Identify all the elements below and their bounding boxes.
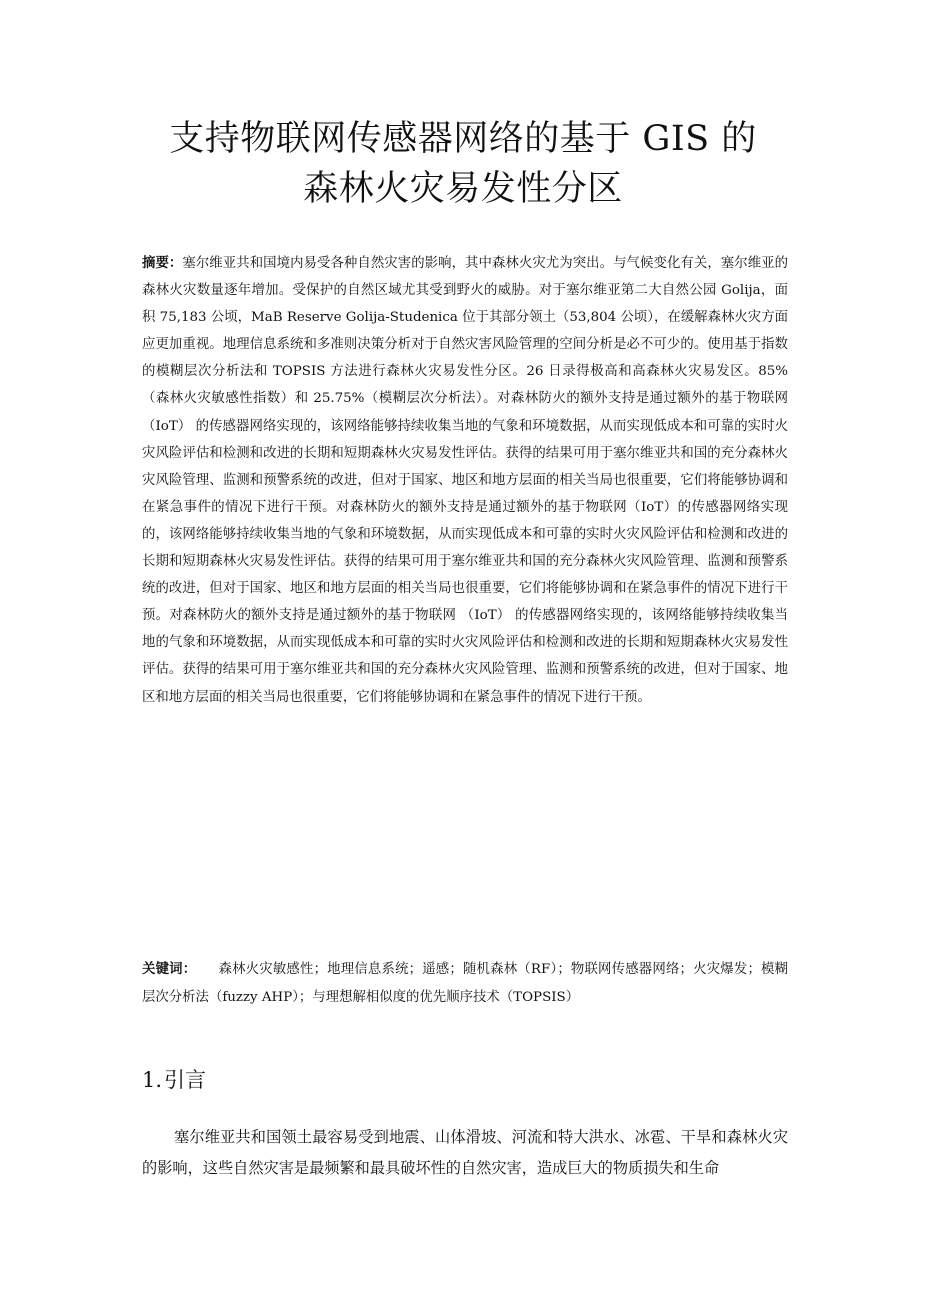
section-heading-introduction	[142, 1064, 206, 1096]
keywords-paragraph	[142, 955, 788, 1012]
paper-title	[100, 114, 826, 214]
title-line-2: 森林火灾易发性分区	[303, 169, 623, 209]
keywords-label: 关键词：	[142, 961, 197, 977]
title-line-1: 支持物联网传感器网络的基于 GIS 的	[169, 119, 757, 159]
keywords-text: 森林火灾敏感性；地理信息系统；遥感；随机森林（RF）；物联网传感器网络；火灾爆发；模糊层次分析法（fuzzy AHP）；与理想解相似度的优先顺序技术（TOPSIS）	[142, 962, 789, 1005]
section-title: 引言	[164, 1068, 207, 1092]
abstract-text: 塞尔维亚共和国境内易受各种自然灾害的影响，其中森林火灾尤为突出。与气候变化有关，塞尔维亚的森林火灾数量逐年增加。受保护的自然区域尤其受到野火的威胁。对于塞尔维亚第二大自然公园 Golija，面积 75,183 公顷，MaB Reserve Golija-Studenica 位于其部分领土（53,804 公顷），在缓解森林火灾方面应更加重视。地理信息系统和多准则决策分析对于自然灾害风险管理的空间分析是必不可少的。使用基于指数的模糊层次分析法和 TOPSIS 方法进行森林火灾易发性分区。26 日录得极高和高森林火灾易发区。85%（森林火灾敏感性指数）和 25.75%（模糊层次分析法）。对森林防火的额外支持是通过额外的基于物联网（IoT） 的传感器网络实现的，该网络能够持续收集当地的气象和环境数据，从而实现低成本和可靠的实时火灾风险评估和检测和改进的长期和短期森林火灾易发性评估。获得的结果可用于塞尔维亚共和国的充分森林火灾风险管理、监测和预警系统的改进，但对于国家、地区和地方层面的相关当局也很重要，它们将能够协调和在紧急事件的情况下进行干预。对森林防火的额外支持是通过额外的基于物联网（IoT）的传感器网络实现的，该网络能够持续收集当地的气象和环境数据，从而实现低成本和可靠的实时火灾风险评估和检测和改进的长期和短期森林火灾易发性评估。获得的结果可用于塞尔维亚共和国的充分森林火灾风险管理、监测和预警系统的改进，但对于国家、地区和地方层面的相关当局也很重要，它们将能够协调和在紧急事件的情况下进行干预。对森林防火的额外支持是通过额外的基于物联网 （IoT） 的传感器网络实现的，该网络能够持续收集当地的气象和环境数据，从而实现低成本和可靠的实时火灾风险评估和检测和改进的长期和短期森林火灾易发性评估。获得的结果可用于塞尔维亚共和国的充分森林火灾风险管理、监测和预警系统的改进，但对于国家、地区和地方层面的相关当局也很重要，它们将能够协调和在紧急事件的情况下进行干预。	[142, 256, 789, 705]
abstract-paragraph	[142, 250, 788, 711]
abstract-label: 摘要：	[142, 255, 183, 271]
introduction-paragraph: 塞尔维亚共和国领土最容易受到地震、山体滑坡、河流和特大洪水、冰雹、干旱和森林火灾的影响，这些自然灾害是最频繁和最具破坏性的自然灾害，造成巨大的物质损失和生命	[142, 1128, 788, 1177]
section-number: 1.	[142, 1068, 163, 1092]
